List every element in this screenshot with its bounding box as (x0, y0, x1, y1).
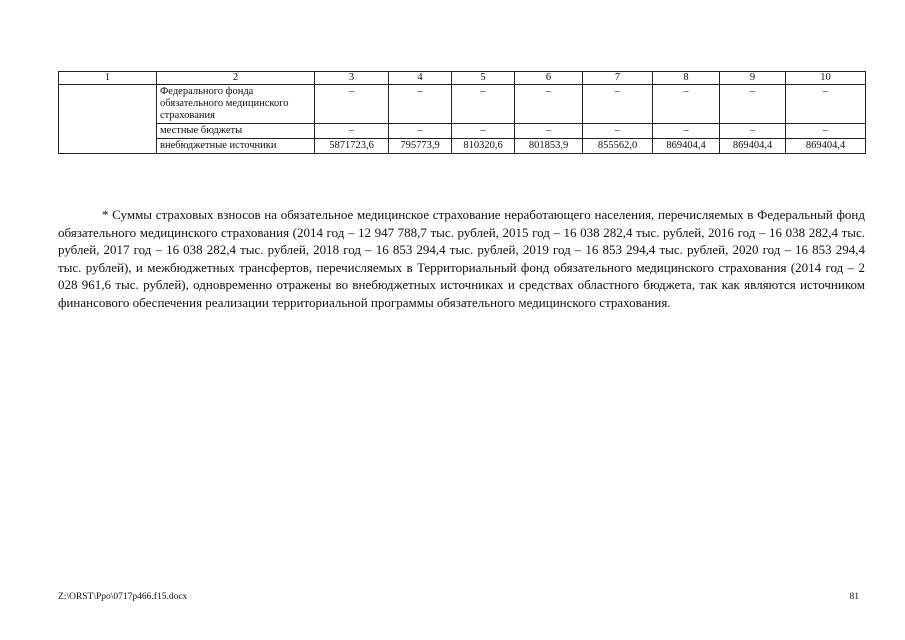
row-label: внебюджетные источники (157, 139, 315, 154)
table-cell: – (452, 85, 515, 124)
column-number: 9 (720, 72, 786, 85)
table-cell: – (452, 124, 515, 139)
table-cell: – (315, 124, 389, 139)
table-cell: – (720, 85, 786, 124)
table-cell: 795773,9 (389, 139, 452, 154)
footnote-paragraph (58, 206, 865, 311)
table-cell: 5871723,6 (315, 139, 389, 154)
table-header-row (59, 72, 866, 85)
column-number: 7 (583, 72, 653, 85)
table-cell: – (583, 124, 653, 139)
column-number: 4 (389, 72, 452, 85)
column-number: 8 (653, 72, 720, 85)
table-cell: – (653, 124, 720, 139)
empty-cell (59, 85, 157, 154)
table-cell: 810320,6 (452, 139, 515, 154)
table-row (59, 139, 866, 154)
table-cell: – (583, 85, 653, 124)
table-cell: 869404,4 (786, 139, 866, 154)
column-number: 10 (786, 72, 866, 85)
table-cell: 801853,9 (515, 139, 583, 154)
table-cell: – (515, 85, 583, 124)
column-number: 2 (157, 72, 315, 85)
row-label: Федерального фонда обязательного медицинского страхования (157, 85, 315, 124)
footnote-text: * Суммы страховых взносов на обязательное медицинское страхование неработающего населения, перечисляемых в Федеральный фонд обязательного медицинского страхования (2014 год – 12 947 788,7 тыс. рублей, 2015 год – 16 038 282,4 тыс. рублей, 2016 год – 16 038 282,4 тыс. рублей, 2017 год – 16 038 282,4 тыс. рублей, 2018 год – 16 853 294,4 тыс. рублей, 2019 год – 16 853 294,4 тыс. рублей, 2020 год – 16 853 294,4 тыс. рублей), и межбюджетных трансфертов, перечисляемых в Территориальный фонд обязательного медицинского страхования (2014 год – 2 028 961,6 тыс. рублей), одновременно отражены во внебюджетных источниках и средствах областного бюджета, так как являются источником финансового обеспечения реализации территориальной программы обязательного медицинского страхования. (58, 207, 865, 310)
table-cell: 869404,4 (720, 139, 786, 154)
row-label: местные бюджеты (157, 124, 315, 139)
table-cell: – (389, 124, 452, 139)
column-number: 6 (515, 72, 583, 85)
table-cell: – (653, 85, 720, 124)
table-cell: – (315, 85, 389, 124)
column-number: 5 (452, 72, 515, 85)
table-cell: – (786, 124, 866, 139)
table-row (59, 85, 866, 124)
table-cell: – (389, 85, 452, 124)
table-row (59, 124, 866, 139)
table-cell: – (786, 85, 866, 124)
column-number: 1 (59, 72, 157, 85)
footer-file-path: Z:\ORST\Ppo\0717p466.f15.docx (58, 592, 188, 602)
column-number: 3 (315, 72, 389, 85)
table-cell: 869404,4 (653, 139, 720, 154)
table-cell: – (515, 124, 583, 139)
budget-table (58, 71, 866, 154)
table-cell: – (720, 124, 786, 139)
page-number: 81 (849, 592, 859, 602)
table-cell: 855562,0 (583, 139, 653, 154)
